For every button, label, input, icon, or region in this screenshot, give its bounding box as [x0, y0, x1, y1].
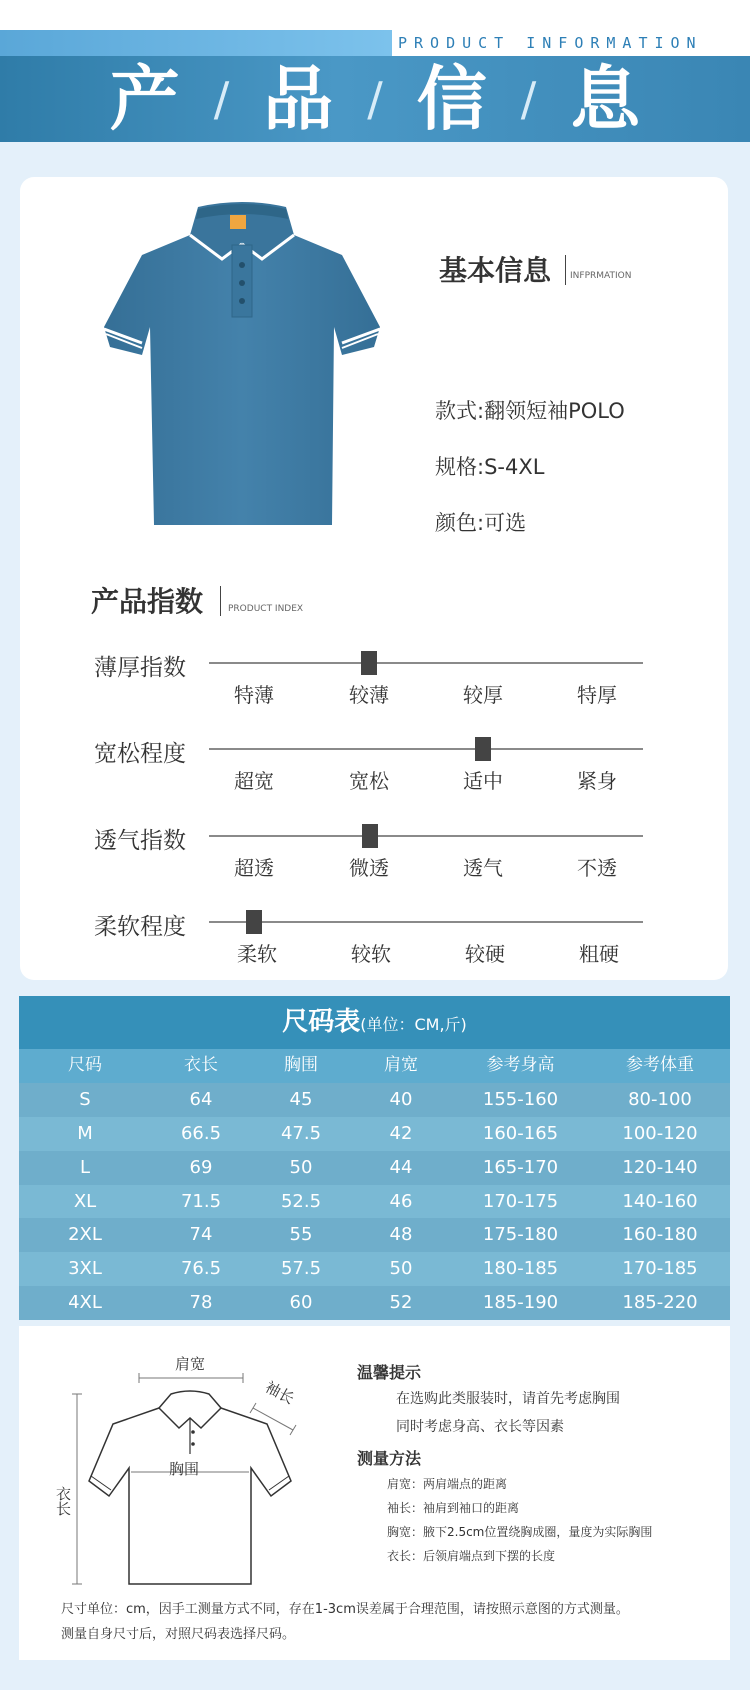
basic-info-title: 基本信息: [439, 254, 552, 287]
spec-style: 款式:翻领短袖POLO: [435, 399, 625, 423]
table-cell: 80-100: [628, 1088, 692, 1110]
table-cell: 100-120: [622, 1122, 698, 1144]
table-cell: 140-160: [622, 1190, 698, 1212]
diagram-label-sleeve: 袖长: [262, 1377, 298, 1408]
index-label-thickness: 薄厚指数: [94, 655, 186, 681]
table-cell: XL: [73, 1190, 97, 1212]
header-en-title: PRODUCT INFORMATION: [398, 34, 703, 52]
table-row: [19, 1286, 730, 1320]
measure-line: 胸宽：腋下2.5cm位置绕胸成圈，量度为实际胸围: [387, 1525, 653, 1539]
spec-size: 规格:S-4XL: [435, 455, 545, 479]
table-cell: 2XL: [68, 1224, 102, 1246]
table-cell: 78: [189, 1292, 213, 1314]
index-option: 特薄: [234, 683, 274, 707]
index-marker: [475, 737, 491, 761]
index-option: 较硬: [465, 942, 505, 966]
index-option: 不透: [577, 856, 617, 880]
table-cell: 71.5: [180, 1190, 222, 1212]
table-cell: 175-180: [482, 1224, 559, 1246]
table-row: [19, 1083, 730, 1117]
column-header: 胸围: [284, 1055, 318, 1075]
product-index-title: 产品指数: [91, 585, 204, 618]
diagram-label-chest: 胸围: [169, 1460, 200, 1478]
table-row: [19, 1218, 730, 1252]
table-cell: 180-185: [482, 1258, 559, 1280]
title-separator: /: [367, 72, 383, 126]
column-header: 参考身高: [486, 1055, 555, 1075]
diagram-label-length: 衣长: [54, 1486, 72, 1516]
table-row: [19, 1252, 730, 1286]
title-separator: /: [213, 72, 230, 126]
table-cell: 60: [289, 1292, 313, 1314]
table-cell: S: [79, 1088, 91, 1110]
table-row: [19, 1185, 730, 1219]
table-cell: 155-160: [482, 1088, 559, 1110]
table-cell: 185-190: [482, 1292, 559, 1314]
index-option: 特厚: [577, 683, 617, 707]
table-cell: 69: [189, 1156, 213, 1178]
table-cell: 160-165: [482, 1122, 559, 1144]
table-cell: M: [77, 1122, 93, 1144]
footer-note: 测量自身尺寸后，对照尺码表选择尺码。: [61, 1627, 296, 1642]
column-header: 衣长: [184, 1055, 218, 1075]
index-label-softness: 柔软程度: [94, 914, 186, 940]
index-option: 粗硬: [579, 942, 619, 966]
product-card: [20, 177, 728, 980]
page-title: [0, 56, 750, 142]
basic-info-subtitle: INFPRMATION: [570, 271, 632, 281]
table-cell: 120-140: [622, 1156, 698, 1178]
header-accent-strip: [0, 30, 392, 56]
table-cell: 160-180: [622, 1224, 698, 1246]
index-option: 宽松: [349, 769, 389, 793]
spec-color: 颜色:可选: [435, 511, 527, 535]
index-option: 微透: [349, 856, 389, 880]
index-track: [209, 662, 643, 664]
table-cell: 76.5: [180, 1258, 222, 1280]
title-separator: /: [520, 72, 537, 126]
table-cell: 66.5: [180, 1122, 222, 1144]
table-cell: 170-185: [622, 1258, 698, 1280]
polo-shirt-image: [102, 197, 382, 537]
title-char: 息: [570, 58, 641, 140]
title-char: 品: [263, 58, 334, 140]
tip-line: 同时考虑身高、衣长等因素: [396, 1419, 564, 1435]
divider: [565, 255, 566, 285]
table-row: [19, 1117, 730, 1151]
table-cell: 50: [389, 1258, 413, 1280]
table-cell: 3XL: [68, 1258, 102, 1280]
index-option: 较厚: [463, 683, 503, 707]
table-cell: 45: [289, 1088, 313, 1110]
tip-line: 在选购此类服装时，请首先考虑胸围: [396, 1391, 620, 1407]
index-option: 超宽: [234, 769, 274, 793]
footer-note: 尺寸单位：cm，因手工测量方式不同，存在1-3cm误差属于合理范围，请按照示意图的方式测量。: [61, 1602, 629, 1617]
diagram-label-shoulder: 肩宽: [175, 1355, 206, 1373]
table-cell: 42: [389, 1122, 413, 1144]
measure-title: 测量方法: [357, 1449, 422, 1468]
title-char: 产: [109, 58, 180, 140]
index-option: 透气: [463, 856, 503, 880]
table-cell: 165-170: [482, 1156, 559, 1178]
table-cell: 170-175: [482, 1190, 559, 1212]
table-cell: 48: [389, 1224, 413, 1246]
measure-line: 衣长：后领肩端点到下摆的长度: [387, 1549, 556, 1563]
index-option: 适中: [463, 769, 503, 793]
table-cell: 47.5: [280, 1122, 322, 1144]
column-header: 参考体重: [626, 1055, 694, 1075]
measurement-card: [19, 1326, 730, 1660]
index-marker: [246, 910, 262, 934]
size-table: [19, 996, 730, 1318]
table-cell: 64: [189, 1088, 213, 1110]
divider: [220, 586, 221, 616]
table-cell: 74: [189, 1224, 213, 1246]
index-label-breathability: 透气指数: [94, 828, 186, 854]
table-cell: 52.5: [280, 1190, 322, 1212]
index-track: [209, 921, 643, 923]
table-cell: 44: [389, 1156, 413, 1178]
product-index-subtitle: PRODUCT INDEX: [228, 604, 304, 614]
index-marker: [361, 651, 377, 675]
table-cell: 57.5: [280, 1258, 322, 1280]
table-cell: 40: [389, 1088, 413, 1110]
index-track: [209, 835, 643, 837]
size-table-heading: 尺码表: [282, 1007, 361, 1037]
index-option: 柔软: [237, 942, 277, 966]
table-header-row: [19, 1049, 730, 1083]
index-option: 较薄: [349, 683, 389, 707]
index-option: 紧身: [577, 769, 617, 793]
size-table-unit: (单位：CM,斤): [360, 1015, 467, 1034]
index-option: 较软: [351, 942, 391, 966]
table-cell: 4XL: [68, 1292, 102, 1314]
table-cell: 52: [389, 1292, 413, 1314]
column-header: 肩宽: [384, 1055, 418, 1075]
index-label-fit: 宽松程度: [94, 741, 186, 767]
table-cell: 185-220: [622, 1292, 698, 1314]
index-track: [209, 748, 643, 750]
index-option: 超透: [234, 856, 274, 880]
table-cell: L: [79, 1156, 91, 1178]
column-header: 尺码: [68, 1055, 102, 1075]
table-cell: 46: [389, 1190, 413, 1212]
measure-line: 袖长：袖肩到袖口的距离: [387, 1501, 520, 1515]
measure-line: 肩宽：两肩端点的距离: [387, 1477, 508, 1491]
index-marker: [362, 824, 378, 848]
table-cell: 55: [289, 1224, 313, 1246]
table-row: [19, 1151, 730, 1185]
tips-title: 温馨提示: [357, 1363, 422, 1382]
size-table-title: [19, 996, 730, 1049]
title-char: 信: [416, 58, 487, 140]
table-cell: 50: [289, 1156, 313, 1178]
